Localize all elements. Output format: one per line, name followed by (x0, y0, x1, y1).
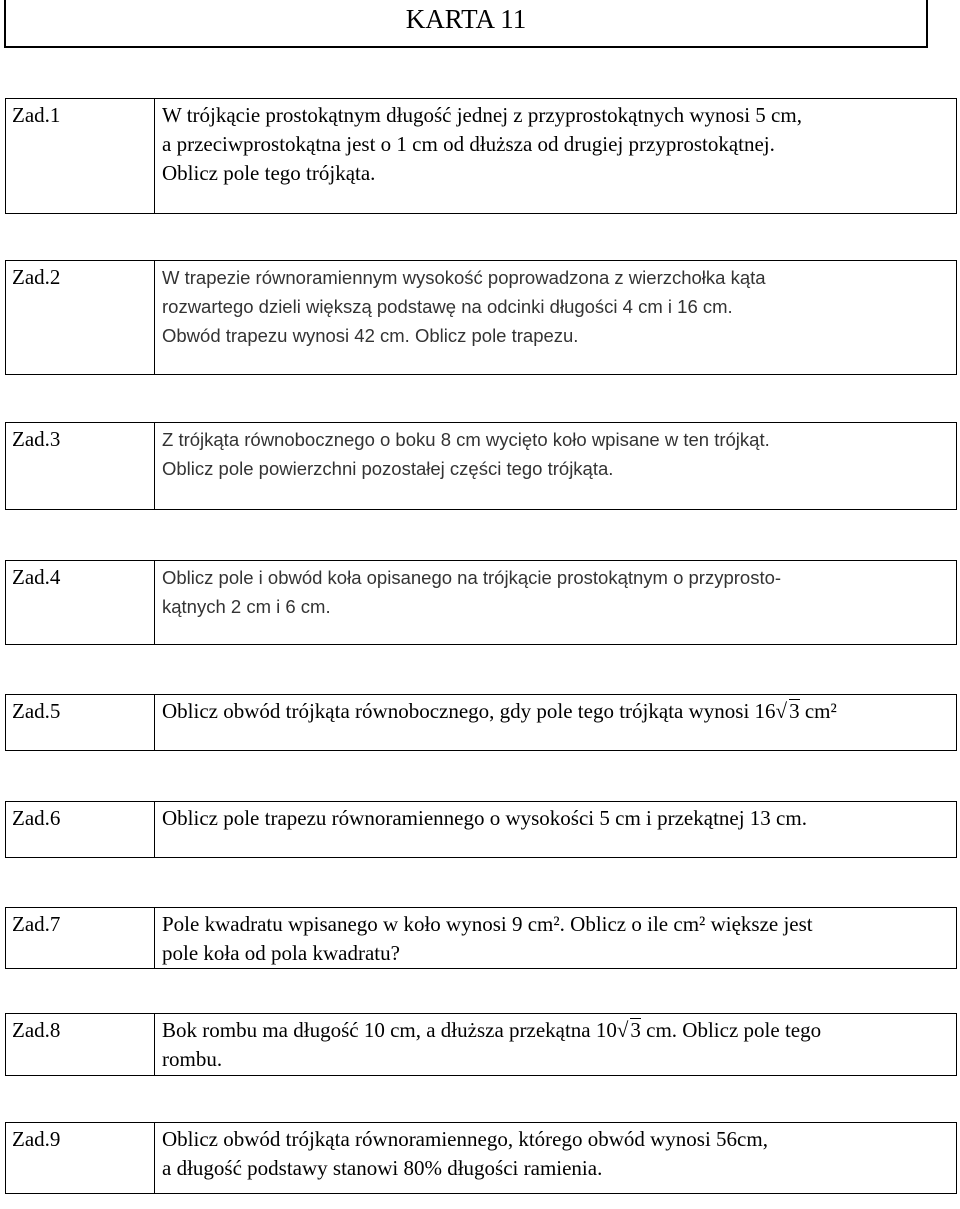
task-text-part: cm. Oblicz pole tego rombu. (162, 1018, 822, 1071)
task-1 (5, 98, 957, 214)
sqrt-radicand: 3 (787, 697, 800, 726)
task-number: Zad.4 (6, 561, 155, 644)
task-text (155, 695, 956, 750)
sqrt-radicand: 3 (628, 1016, 641, 1045)
sqrt-sign: √ (775, 699, 788, 723)
task-4 (5, 560, 957, 645)
task-number: Zad.7 (6, 908, 155, 968)
card-title: KARTA 11 (4, 0, 928, 48)
task-number: Zad.5 (6, 695, 155, 750)
task-number: Zad.1 (6, 99, 155, 213)
task-6 (5, 801, 957, 858)
task-number: Zad.2 (6, 261, 155, 374)
task-text-part: cm² (799, 699, 837, 723)
task-text: W trójkącie prostokątnym długość jednej z przyprostokątnych wynosi 5 cm, a przeciwprostokątna jest o 1 cm od dłuższa od drugiej przyprostokątnej. Oblicz pole tego trójkąta. (162, 103, 802, 185)
task-9 (5, 1122, 957, 1194)
task-number: Zad.6 (6, 802, 155, 857)
task-text (155, 1014, 956, 1075)
task-text: W trapezie równoramiennym wysokość poprowadzona z wierzchołka kąta rozwartego dzieli większą podstawę na odcinki długości 4 cm i 16 cm. Obwód trapezu wynosi 42 cm. Oblicz pole trapezu. (162, 267, 766, 346)
task-text-part: Oblicz obwód trójkąta równobocznego, gdy pole tego trójkąta wynosi 16 (162, 699, 776, 723)
task-5 (5, 694, 957, 751)
task-text: Oblicz pole i obwód koła opisanego na trójkącie prostokątnym o przyprosto- kątnych 2 cm i 6 cm. (162, 567, 782, 617)
sqrt-sign: √ (616, 1018, 629, 1042)
task-text: Oblicz obwód trójkąta równoramiennego, którego obwód wynosi 56cm, a długość podstawy stanowi 80% długości ramienia. (162, 1127, 768, 1180)
task-number: Zad.3 (6, 423, 155, 509)
task-text: Pole kwadratu wpisanego w koło wynosi 9 cm². Oblicz o ile cm² większe jest pole koła od pola kwadratu? (162, 912, 813, 965)
task-8 (5, 1013, 957, 1076)
task-text: Oblicz pole trapezu równoramiennego o wysokości 5 cm i przekątnej 13 cm. (162, 806, 807, 830)
task-text: Z trójkąta równobocznego o boku 8 cm wycięto koło wpisane w ten trójkąt. Oblicz pole powierzchni pozostałej części tego trójkąta. (162, 429, 770, 479)
task-7 (5, 907, 957, 969)
task-2 (5, 260, 957, 375)
task-text-part: Bok rombu ma długość 10 cm, a dłuższa przekątna 10 (162, 1018, 617, 1042)
task-3 (5, 422, 957, 510)
task-number: Zad.8 (6, 1014, 155, 1075)
task-number: Zad.9 (6, 1123, 155, 1193)
